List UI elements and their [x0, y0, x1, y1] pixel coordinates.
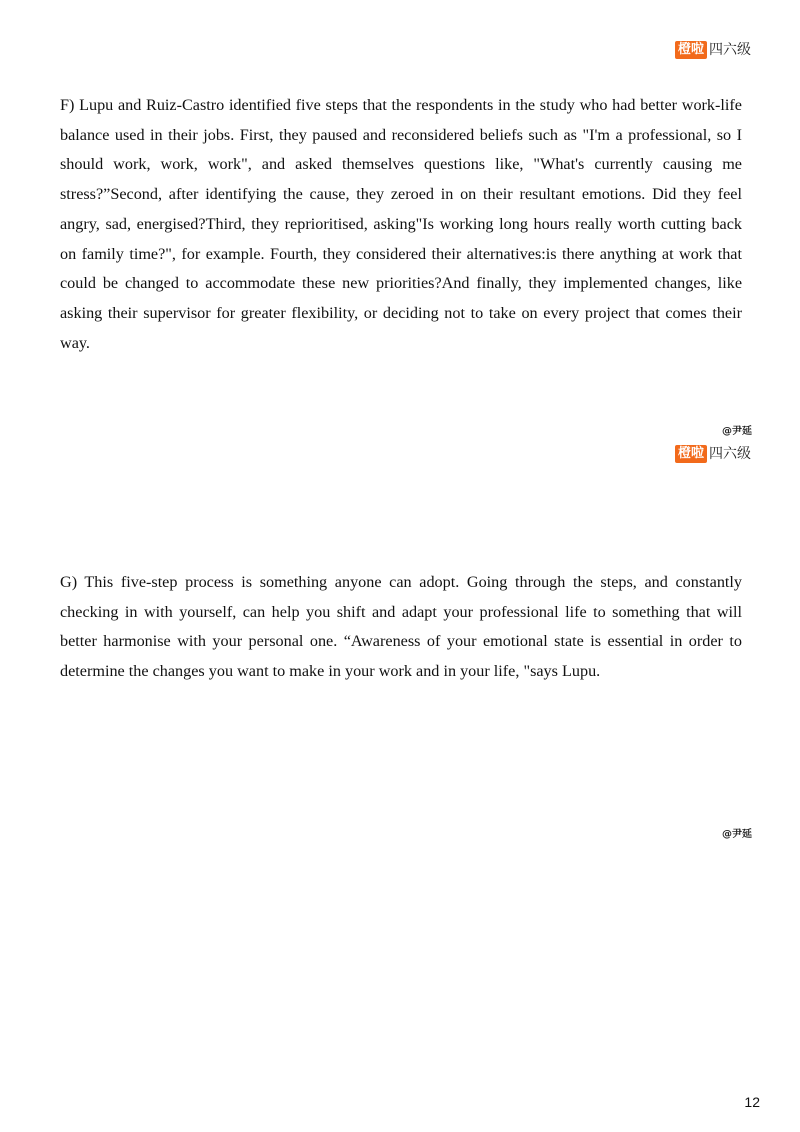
brand-badge: 橙啦: [675, 41, 707, 59]
brand-text: 四六级: [709, 42, 751, 58]
page-number: 12: [744, 1094, 760, 1110]
paragraph-f: F) Lupu and Ruiz-Castro identified five steps that the respondents in the study who had better work-life balance used in their jobs. First, they paused and reconsidered beliefs such as "I'm a professional, so I should work, work, work", and asked themselves questions like, "What's currently causing me stress?”Second, after identifying the cause, they zeroed in on their resultant emotions. Did they feel angry, sad, energised?Third, they reprioritised, asking"Is working long hours really worth cutting back on family time?", for example. Fourth, they considered their alternatives:is there anything at work that could be changed to accommodate these new priorities?And finally, they implemented changes, like asking their supervisor for greater flexibility, or deciding not to take on every project that comes their way.: [60, 96, 742, 352]
brand-logo-top: [675, 41, 751, 59]
brand-logo-mid: [675, 445, 751, 463]
paragraph-g: G) This five-step process is something anyone can adopt. Going through the steps, and constantly checking in with yourself, can help you shift and adapt your professional life to something that will better harmonise with your personal one. “Awareness of your emotional state is essential in order to determine the changes you want to make in your work and in your life, "says Lupu.: [60, 573, 742, 681]
brand-badge: 橙啦: [675, 445, 707, 463]
brand-text: 四六级: [709, 446, 751, 462]
watermark: @尹延: [722, 426, 752, 437]
watermark: @尹延: [722, 829, 752, 840]
